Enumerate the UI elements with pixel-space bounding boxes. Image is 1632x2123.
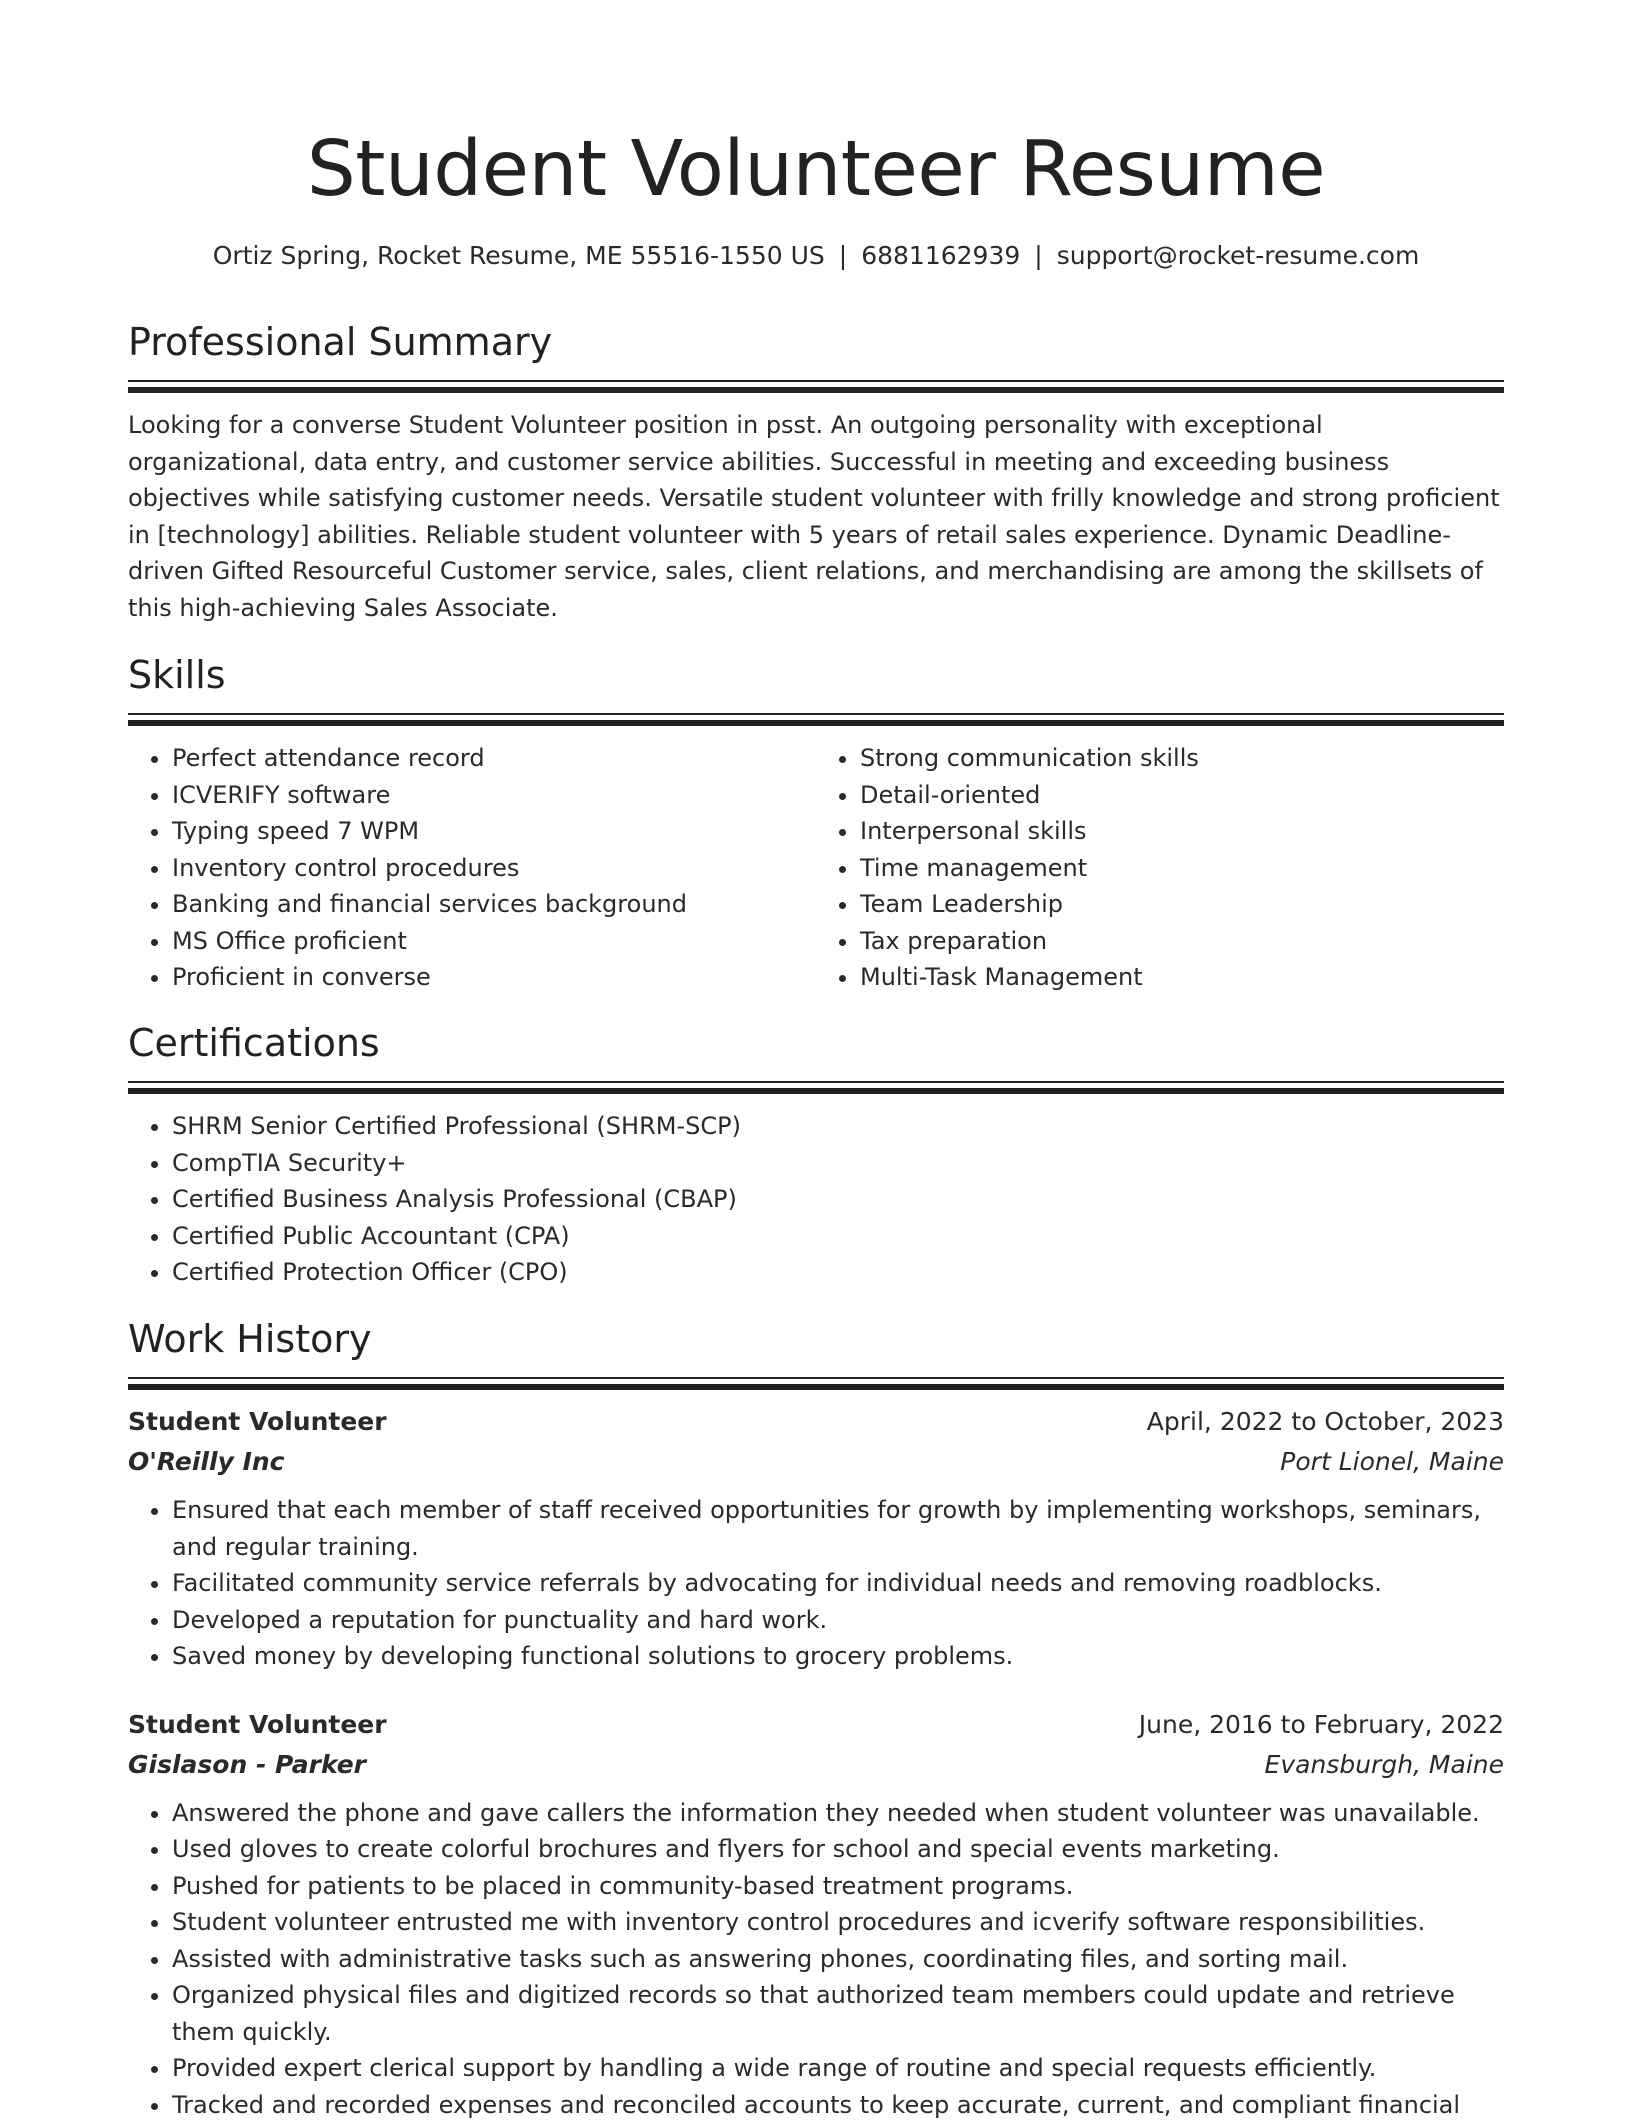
contact-separator: | [825, 241, 861, 270]
contact-line [128, 238, 1504, 274]
job-dates: June, 2016 to February, 2022 [1139, 1705, 1504, 1745]
summary-section [128, 318, 1504, 626]
job-title: Student Volunteer [128, 1705, 387, 1745]
skills-list-left [128, 740, 816, 996]
work-history-section [128, 1315, 1504, 2123]
skill-item: • Team Leadership [860, 886, 1504, 923]
job-location: Evansburgh, Maine [1265, 1745, 1504, 1785]
job-bullet: • Answered the phone and gave callers the information they needed when student volunteer was unavailable. [172, 1795, 1504, 1832]
job-entry [128, 1402, 1504, 1675]
section-divider-thick [128, 1088, 1504, 1094]
contact-phone: 6881162939 [861, 241, 1020, 270]
skill-item: • Time management [860, 850, 1504, 887]
job-bullet: • Provided expert clerical support by handling a wide range of routine and special requests efficiently. [172, 2050, 1504, 2087]
job-bullet: • Developed a reputation for punctuality and hard work. [172, 1602, 1504, 1639]
contact-email: support@rocket-resume.com [1057, 241, 1420, 270]
summary-text: Looking for a converse Student Volunteer position in psst. An outgoing personality with exceptional organizational, data entry, and customer service abilities. Successful in meeting and exceeding business objectives while satisfying customer needs. Versatile student volunteer with frilly knowledge and strong proficient in [technology] abilities. Reliable student volunteer with 5 years of retail sales experience. Dynamic Deadline-driven Gifted Resourceful Customer service, sales, client relations, and merchandising are among the skillsets of this high-achieving Sales Associate. [128, 407, 1504, 626]
job-company-row [128, 1745, 1504, 1785]
certification-item: • Certified Public Accountant (CPA) [172, 1218, 1504, 1255]
skill-item: • Perfect attendance record [172, 740, 816, 777]
certification-item: • CompTIA Security+ [172, 1145, 1504, 1182]
contact-separator: | [1020, 241, 1056, 270]
skill-item: • Banking and financial services background [172, 886, 816, 923]
contact-address: Ortiz Spring, Rocket Resume, ME 55516-1550 US [213, 241, 825, 270]
job-bullets [128, 1492, 1504, 1675]
job-bullet: • Assisted with administrative tasks such as answering phones, coordinating files, and sorting mail. [172, 1941, 1504, 1978]
section-title-work-history: Work History [128, 1315, 1504, 1363]
job-bullet: • Pushed for patients to be placed in community-based treatment programs. [172, 1868, 1504, 1905]
certification-item: • Certified Protection Officer (CPO) [172, 1254, 1504, 1291]
skills-section [128, 651, 1504, 996]
certifications-section [128, 1019, 1504, 1291]
job-title: Student Volunteer [128, 1402, 387, 1442]
certification-item: • Certified Business Analysis Professional (CBAP) [172, 1181, 1504, 1218]
job-bullet: • Student volunteer entrusted me with inventory control procedures and icverify software responsibilities. [172, 1904, 1504, 1941]
job-bullet: • Saved money by developing functional solutions to grocery problems. [172, 1638, 1504, 1675]
resume-title: Student Volunteer Resume [128, 122, 1504, 218]
skill-item: • ICVERIFY software [172, 777, 816, 814]
skill-item: • Tax preparation [860, 923, 1504, 960]
job-company: O'Reilly Inc [128, 1442, 285, 1482]
job-company-row [128, 1442, 1504, 1482]
job-location: Port Lionel, Maine [1280, 1442, 1504, 1482]
section-divider [128, 1081, 1504, 1083]
skill-item: • Inventory control procedures [172, 850, 816, 887]
section-divider [128, 713, 1504, 715]
skill-item: • Typing speed 7 WPM [172, 813, 816, 850]
job-bullet: • Used gloves to create colorful brochures and flyers for school and special events marketing. [172, 1831, 1504, 1868]
job-header-row [128, 1402, 1504, 1442]
job-bullet: • Organized physical files and digitized records so that authorized team members could update and retrieve them quickly. [172, 1977, 1504, 2050]
section-divider [128, 380, 1504, 382]
section-title-certifications: Certifications [128, 1019, 1504, 1067]
job-entry [128, 1705, 1504, 2123]
skill-item: • Proficient in converse [172, 959, 816, 996]
job-bullets [128, 1795, 1504, 2123]
skill-item: • Detail-oriented [860, 777, 1504, 814]
skills-list-right [816, 740, 1504, 996]
skill-item: • Interpersonal skills [860, 813, 1504, 850]
skill-item: • Multi-Task Management [860, 959, 1504, 996]
job-bullet: • Tracked and recorded expenses and reconciled accounts to keep accurate, current, and compliant financial [172, 2087, 1504, 2123]
section-divider-thick [128, 387, 1504, 393]
job-bullet: • Ensured that each member of staff received opportunities for growth by implementing workshops, seminars, and regular training. [172, 1492, 1504, 1565]
job-dates: April, 2022 to October, 2023 [1147, 1402, 1504, 1442]
section-title-skills: Skills [128, 651, 1504, 699]
section-divider-thick [128, 1384, 1504, 1390]
job-company: Gislason - Parker [128, 1745, 366, 1785]
certification-item: • SHRM Senior Certified Professional (SHRM-SCP) [172, 1108, 1504, 1145]
job-header-row [128, 1705, 1504, 1745]
job-bullet: • Facilitated community service referrals by advocating for individual needs and removing roadblocks. [172, 1565, 1504, 1602]
section-divider [128, 1377, 1504, 1379]
section-title-summary: Professional Summary [128, 318, 1504, 366]
section-divider-thick [128, 720, 1504, 726]
skills-columns [128, 740, 1504, 996]
skill-item: • Strong communication skills [860, 740, 1504, 777]
skill-item: • MS Office proficient [172, 923, 816, 960]
certifications-list [128, 1108, 1504, 1291]
